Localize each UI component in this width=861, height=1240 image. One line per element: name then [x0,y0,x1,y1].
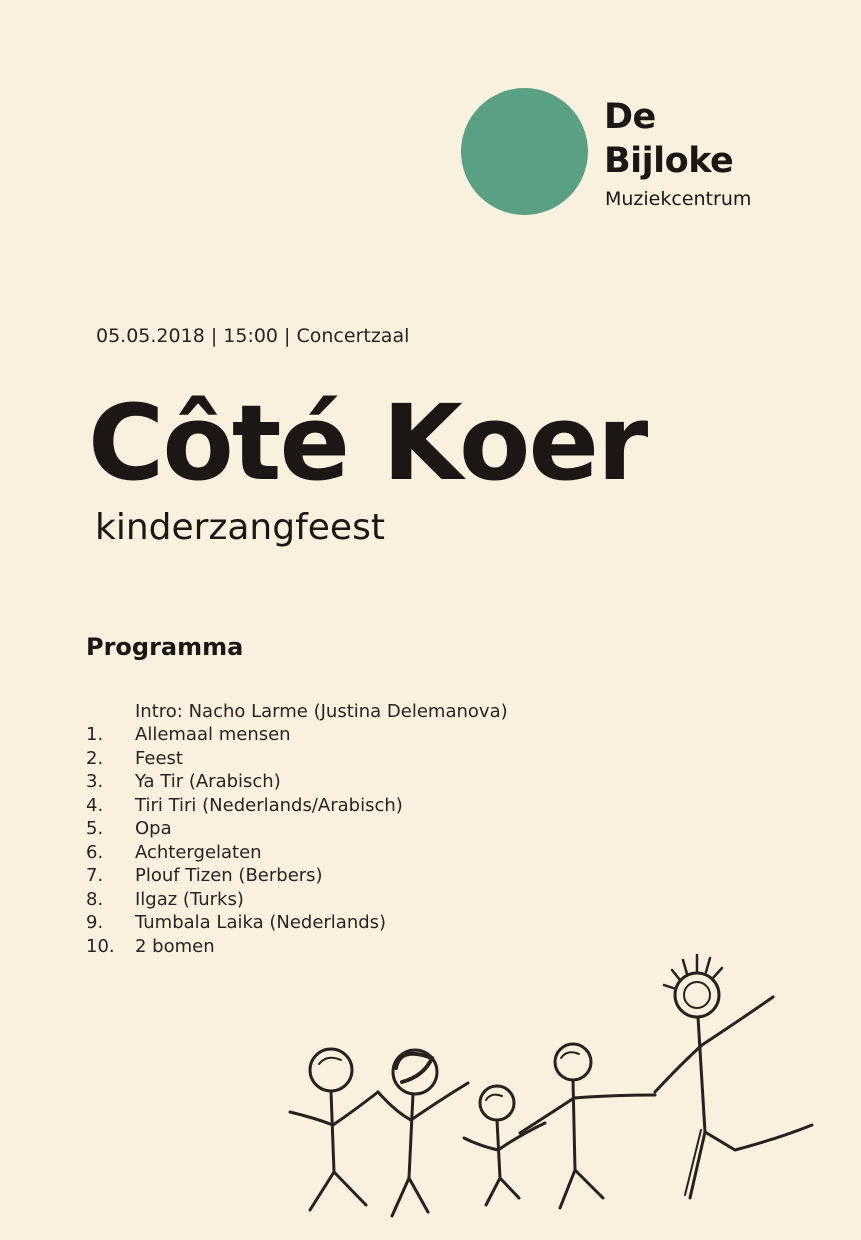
logo-word-de: De [604,97,656,137]
program-item-title: Ilgaz (Turks) [135,888,244,910]
program-item-number: 2. [86,747,104,769]
program-item-number: 1. [86,724,104,745]
program-item-number: 5. [86,818,104,839]
stick-figure-3 [464,1086,545,1205]
program-item-title: Tumbala Laika (Nederlands) [135,912,387,933]
event-date-time-venue: 05.05.2018 | 15:00 | Concertzaal [96,325,410,347]
program-intro: Intro: Nacho Larme (Justina Delemanova) [135,701,508,722]
program-item-number: 8. [86,888,104,910]
logo-subtitle: Muziekcentrum [605,188,752,210]
program-item-title: 2 bomen [135,935,215,957]
program-item-number: 6. [86,841,104,863]
program-item-title: Feest [135,747,183,769]
program-item-title: Plouf Tizen (Berbers) [135,865,323,886]
stick-figure-5 [655,955,812,1198]
stick-figure-1 [290,1049,378,1210]
program-item-number: 4. [86,794,104,816]
stick-figure-2 [378,1050,468,1216]
program-item-number: 3. [86,771,104,792]
program-item-title: Ya Tir (Arabisch) [135,771,281,792]
program-item-number: 10. [86,935,115,957]
program-item-number: 7. [86,865,104,886]
program-item-title: Tiri Tiri (Nederlands/Arabisch) [135,794,403,816]
program-item-number: 9. [86,912,104,933]
program-item-title: Achtergelaten [135,841,262,863]
program-heading: Programma [86,633,244,661]
program-item-title: Opa [135,818,172,839]
program-item-title: Allemaal mensen [135,724,291,745]
logo-word-bijloke: Bijloke [604,141,734,181]
event-title: Côté Koer [88,382,647,504]
event-subtitle: kinderzangfeest [95,507,385,548]
